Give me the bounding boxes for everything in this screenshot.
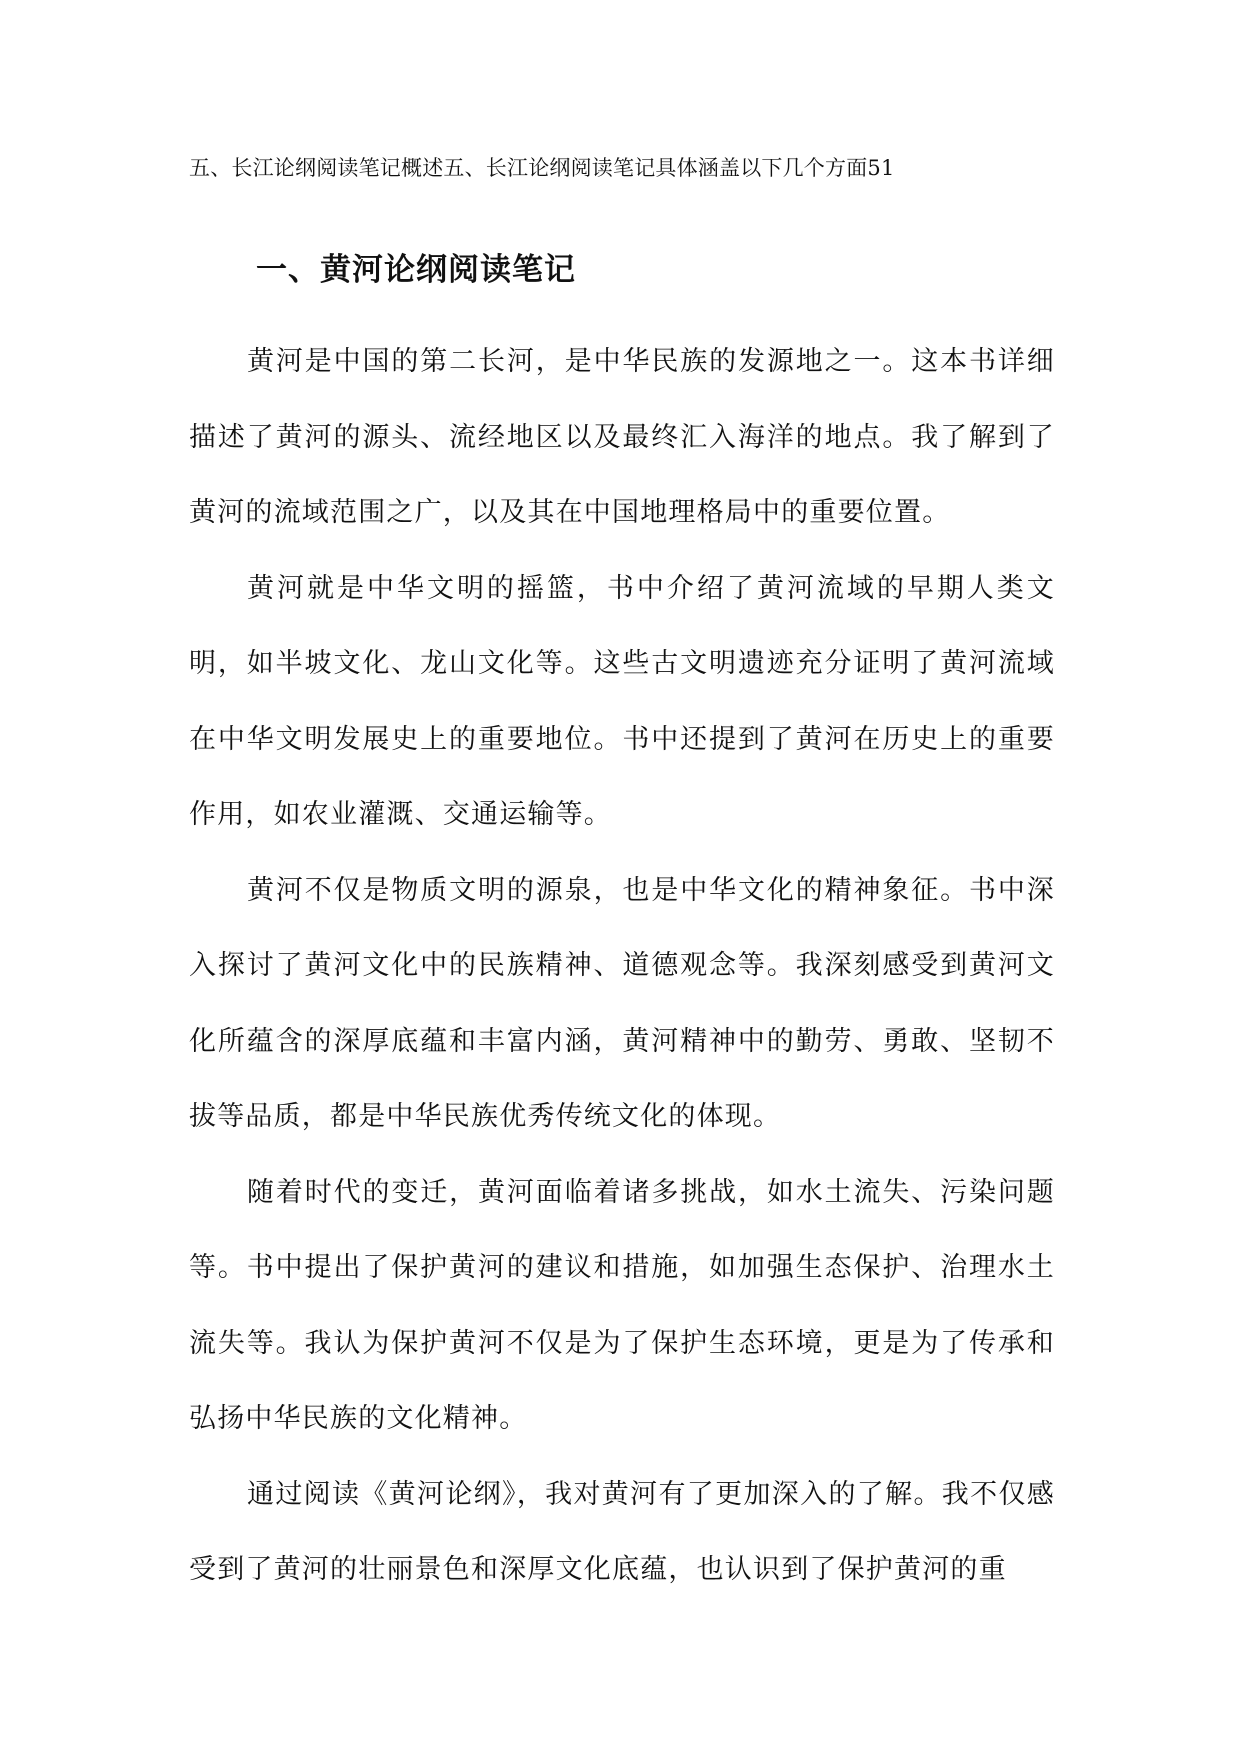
section-heading: 一、黄河论纲阅读笔记 <box>256 252 576 288</box>
paragraph: 随着时代的变迁，黄河面临着诸多挑战，如水土流失、污染问题等。书中提出了保护黄河的建议和措施，如加强生态保护、治理水土流失等。我认为保护黄河不仅是为了保护生态环境，更是为了传承和弘扬中华民族的文化精神。 <box>189 1176 1055 1434</box>
toc-entry: 五、长江论纲阅读笔记概述五、长江论纲阅读笔记具体涵盖以下几个方面51 <box>189 156 895 180</box>
paragraph: 通过阅读《黄河论纲》，我对黄河有了更加深入的了解。我不仅感受到了黄河的壮丽景色和深厚文化底蕴，也认识到了保护黄河的重 <box>189 1478 1055 1585</box>
body-text <box>189 324 1055 1608</box>
paragraph: 黄河是中国的第二长河，是中华民族的发源地之一。这本书详细描述了黄河的源头、流经地区以及最终汇入海洋的地点。我了解到了黄河的流域范围之广，以及其在中国地理格局中的重要位置。 <box>189 346 1055 528</box>
paragraph: 黄河不仅是物质文明的源泉，也是中华文化的精神象征。书中深入探讨了黄河文化中的民族精神、道德观念等。我深刻感受到黄河文化所蕴含的深厚底蕴和丰富内涵，黄河精神中的勤劳、勇敢、坚韧不拔等品质，都是中华民族优秀传统文化的体现。 <box>189 874 1055 1132</box>
paragraph: 黄河就是中华文明的摇篮，书中介绍了黄河流域的早期人类文明，如半坡文化、龙山文化等。这些古文明遗迹充分证明了黄河流域在中华文明发展史上的重要地位。书中还提到了黄河在历史上的重要作用，如农业灌溉、交通运输等。 <box>189 572 1055 830</box>
